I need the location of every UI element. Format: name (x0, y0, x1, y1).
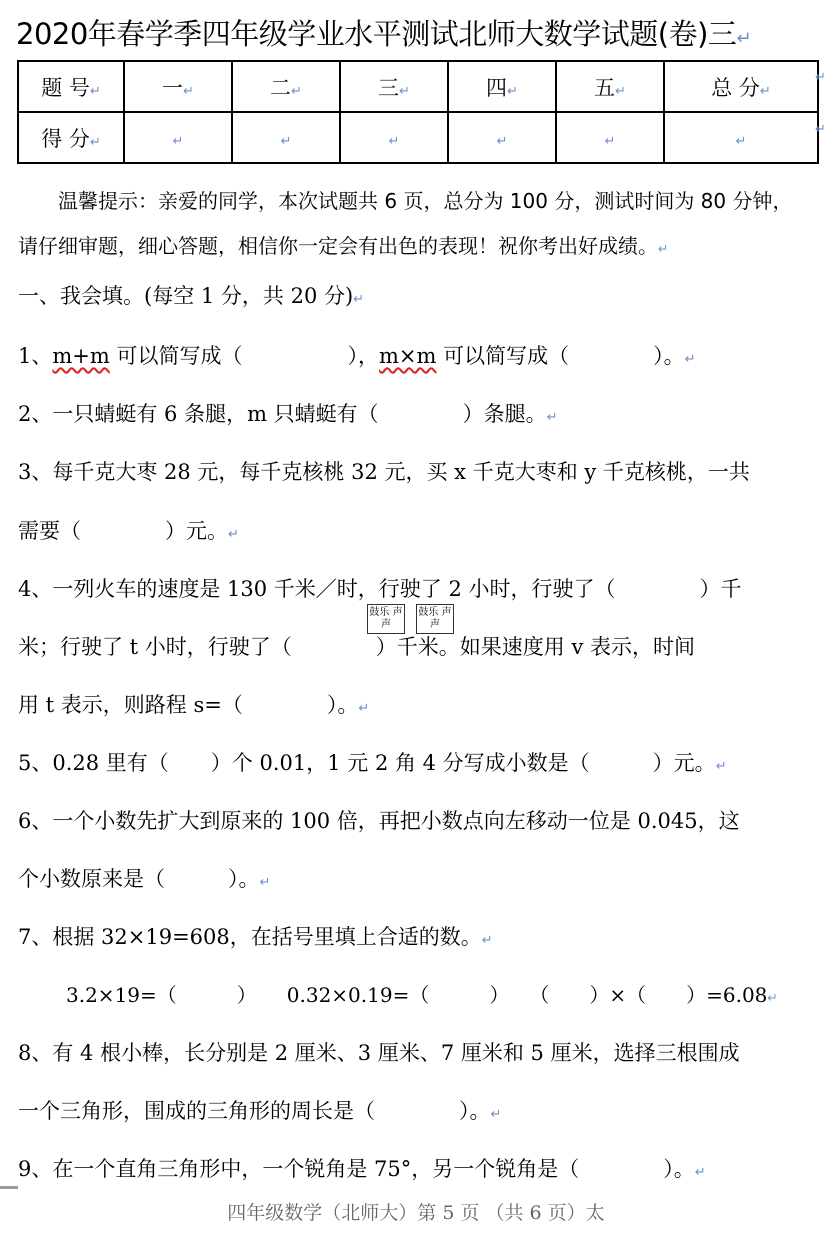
header-cell: 五↵ (556, 61, 664, 112)
page-footer: 四年级数学（北师大）第 5 页 （共 6 页）太 (227, 1202, 605, 1224)
score-table (17, 60, 819, 164)
header-cell: 题 号↵ (18, 61, 124, 112)
question-4-line-2: 米；行驶了 t 小时，行驶了（ ）千米。如果速度用 v 表示，时间 (18, 635, 696, 659)
question-4-line-3: 用 t 表示，则路程 s=（ ）。↵ (18, 693, 370, 717)
score-cell[interactable]: ↵ (556, 112, 664, 163)
score-cell[interactable]: ↵ (664, 112, 818, 163)
tip-line-1: 温馨提示：亲爱的同学，本次试题共 6 页，总分为 100 分，测试时间为 80 分钟， (58, 189, 793, 213)
question-7-line-1: 7、根据 32×19=608，在括号里填上合适的数。↵ (18, 925, 493, 949)
score-table-score-row (18, 112, 818, 163)
score-table-header-row (18, 61, 818, 112)
question-3-line-2: 需要（ ）元。↵ (18, 519, 239, 543)
tip-line-2: 请仔细审题，细心答题，相信你一定会有出色的表现！祝你考出好成绩。↵ (18, 234, 669, 258)
question-8-line-1: 8、有 4 根小棒，长分别是 2 厘米、3 厘米、7 厘米和 5 厘米，选择三根围成 (18, 1041, 740, 1065)
stamp-image: 鼓乐 声声 (416, 604, 454, 634)
question-6-line-2: 个小数原来是（ ）。↵ (18, 867, 271, 891)
question-7-line-2: 3.2×19=（ ） 0.32×0.19=（ ） （ ）×（ ）=6.08↵ (66, 983, 778, 1007)
header-cell: 一↵ (124, 61, 232, 112)
question-9: 9、在一个直角三角形中，一个锐角是 75°，另一个锐角是（ ）。↵ (18, 1157, 706, 1181)
score-row-label: 得 分↵ (18, 112, 124, 163)
question-5: 5、0.28 里有（ ）个 0.01，1 元 2 角 4 分写成小数是（ ）元。↵ (18, 751, 727, 775)
header-cell: 二↵ (232, 61, 340, 112)
score-cell[interactable]: ↵ (340, 112, 448, 163)
page-title: 2020年春学季四年级学业水平测试北师大数学试题(卷)三↵ (16, 17, 751, 51)
question-1: 1、m+m 可以简写成（ ），m×m 可以简写成（ ）。↵ (18, 344, 696, 368)
header-cell: 总 分↵ (664, 61, 818, 112)
paragraph-mark: ↵ (815, 122, 826, 137)
question-3-line-1: 3、每千克大枣 28 元，每千克核桃 32 元，买 x 千克大枣和 y 千克核桃，一共 (18, 460, 750, 484)
question-2: 2、一只蜻蜓有 6 条腿，m 只蜻蜓有（ ）条腿。↵ (18, 402, 558, 426)
page-corner-mark (0, 1186, 18, 1189)
score-cell[interactable]: ↵ (124, 112, 232, 163)
paragraph-mark: ↵ (815, 70, 826, 85)
header-cell: 三↵ (340, 61, 448, 112)
question-4-line-1: 4、一列火车的速度是 130 千米／时，行驶了 2 小时，行驶了（ ）千 (18, 577, 742, 601)
question-8-line-2: 一个三角形，围成的三角形的周长是（ ）。↵ (18, 1099, 502, 1123)
header-cell: 四↵ (448, 61, 556, 112)
score-cell[interactable]: ↵ (232, 112, 340, 163)
stamp-image: 鼓乐 声声 (367, 604, 405, 634)
question-6-line-1: 6、一个小数先扩大到原来的 100 倍，再把小数点向左移动一位是 0.045，这 (18, 809, 740, 833)
section-heading: 一、我会填。(每空 1 分，共 20 分)↵ (18, 284, 365, 308)
score-cell[interactable]: ↵ (448, 112, 556, 163)
paragraph-mark: ↵ (736, 28, 751, 49)
